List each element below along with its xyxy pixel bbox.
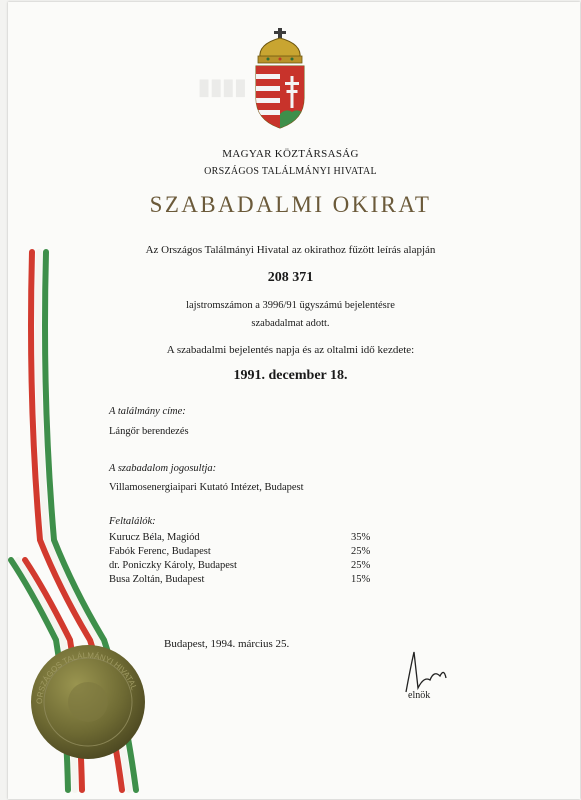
filing-date: 1991. december 18. (233, 368, 348, 383)
holder-label: A szabadalom jogosultja: (109, 463, 217, 474)
seal-text: ORSZÁGOS TALÁLMÁNYI HIVATAL (34, 650, 139, 705)
republic-heading: MAGYAR KÖZTÁRSASÁG (222, 148, 359, 160)
inventor-row (109, 532, 379, 546)
inventor-share: 15% (351, 574, 371, 585)
document-title: SZABADALMI OKIRAT (149, 192, 432, 217)
patent-number: 208 371 (267, 270, 314, 285)
granted-text: szabadalmat adott. (251, 318, 330, 329)
inventor-name: Fabók Ferenc, Budapest (109, 546, 211, 557)
inventor-share: 25% (351, 546, 371, 557)
inventor-row (109, 546, 379, 560)
intro-text: Az Országos Találmányi Hivatal az okirathoz fűzött leírás alapján (145, 244, 436, 256)
invention-title-label: A találmány címe: (109, 406, 186, 417)
signatory-title: elnök (408, 690, 431, 701)
inventor-name: dr. Poniczky Károly, Budapest (109, 560, 237, 571)
office-heading: ORSZÁGOS TALÁLMÁNYI HIVATAL (204, 166, 377, 177)
invention-title-value: Lángőr berendezés (109, 426, 189, 437)
seal-inscription (28, 642, 148, 762)
show-through-text: ▮▮▮▮ (198, 74, 247, 99)
registration-text: lajstromszámon a 3996/91 ügyszámú bejelentésre (186, 300, 395, 311)
inventor-name: Kurucz Béla, Magiód (109, 532, 200, 543)
inventors-label: Feltalálók: (109, 516, 156, 527)
holder-value: Villamosenergiaipari Kutató Intézet, Budapest (109, 482, 304, 493)
inventor-row (109, 560, 379, 574)
inventor-share: 35% (351, 532, 371, 543)
date-intro-text: A szabadalmi bejelentés napja és az oltalmi idő kezdete: (166, 344, 415, 356)
svg-text:ORSZÁGOS TALÁLMÁNYI HIVATAL (35, 651, 139, 704)
inventor-name: Busa Zoltán, Budapest (109, 574, 205, 585)
inventor-row (109, 574, 379, 588)
inventor-share: 25% (351, 560, 371, 571)
coat-of-arms-emblem (252, 28, 308, 132)
place-and-date: Budapest, 1994. március 25. (164, 638, 290, 650)
